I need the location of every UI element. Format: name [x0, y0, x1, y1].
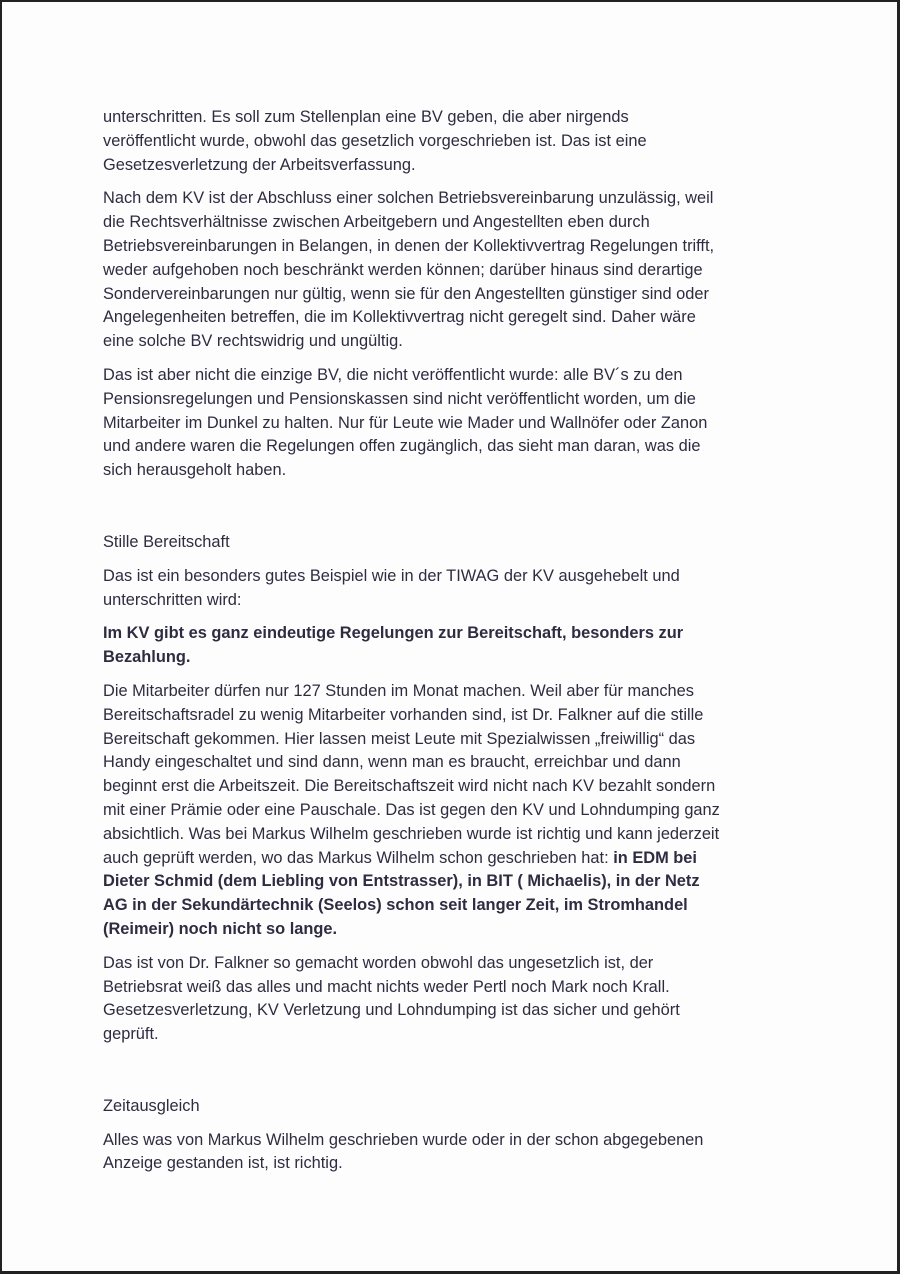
- text-line: Sondervereinbarungen nur gültig, wenn sie für den Angestellten günstiger sind oder: [103, 284, 709, 303]
- text-line: Handy eingeschaltet und sind dann, wenn man es braucht, erreichbar und dann: [103, 753, 681, 772]
- text-segment-bold: in EDM bei: [613, 848, 697, 867]
- section-heading-zeitausgleich: [103, 1095, 803, 1119]
- section-heading-stille-bereitschaft: [103, 531, 803, 555]
- text-line: Nach dem KV ist der Abschluss einer solchen Betriebsvereinbarung unzulässig, weil: [103, 189, 714, 208]
- text-line-bold: AG in der Sekundärtechnik (Seelos) schon seit langer Zeit, im Stromhandel: [103, 896, 688, 915]
- paragraph-kv-regelungen-bold: [103, 622, 803, 670]
- paragraph-zeitausgleich: [103, 1129, 803, 1177]
- heading-text: Stille Bereitschaft: [103, 532, 230, 551]
- paragraph-falkner-betriebsrat: [103, 952, 803, 1047]
- text-segment: auch geprüft werden, wo das Markus Wilhelm schon geschrieben hat:: [103, 848, 614, 867]
- text-line: Das ist von Dr. Falkner so gemacht worden obwohl das ungesetzlich ist, der: [103, 953, 654, 972]
- text-line-bold: (Reimeir) noch nicht so lange.: [103, 919, 338, 938]
- text-line: Gesetzesverletzung, KV Verletzung und Lohndumping ist das sicher und gehört: [103, 1001, 680, 1020]
- paragraph-bereitschaft-details: [103, 680, 803, 942]
- text-line: Das ist ein besonders gutes Beispiel wie in der TIWAG der KV ausgehebelt und: [103, 566, 680, 585]
- text-line-bold: Dieter Schmid (dem Liebling von Entstrasser), in BIT ( Michaelis), in der Netz: [103, 872, 700, 891]
- paragraph-pensionsregelungen: [103, 364, 803, 483]
- text-line: Gesetzesverletzung der Arbeitsverfassung.: [103, 155, 416, 174]
- text-line-mixed: [103, 847, 803, 871]
- document-body: [103, 106, 803, 1176]
- text-line: Betriebsrat weiß das alles und macht nichts weder Pertl noch Mark noch Krall.: [103, 977, 670, 996]
- text-line: Die Mitarbeiter dürfen nur 127 Stunden im Monat machen. Weil aber für manches: [103, 681, 694, 700]
- text-line: und andere waren die Regelungen offen zugänglich, das sieht man daran, was die: [103, 437, 701, 456]
- text-line: unterschritten. Es soll zum Stellenplan eine BV geben, die aber nirgends: [103, 108, 629, 126]
- text-line: Bereitschaftsradel zu wenig Mitarbeiter vorhanden sind, ist Dr. Falkner auf die stille: [103, 705, 704, 724]
- text-line: Bereitschaft gekommen. Hier lassen meist Leute mit Spezialwissen „freiwillig“ das: [103, 729, 696, 748]
- text-line: Das ist aber nicht die einzige BV, die nicht veröffentlicht wurde: alle BV´s zu den: [103, 365, 683, 384]
- text-line: Angelegenheiten betreffen, die im Kollektivvertrag nicht geregelt sind. Daher wäre: [103, 308, 696, 327]
- paragraph-tiwag-beispiel: [103, 565, 803, 613]
- text-line: die Rechtsverhältnisse zwischen Arbeitgebern und Angestellten eben durch: [103, 213, 650, 232]
- text-line: veröffentlicht wurde, obwohl das gesetzlich vorgeschrieben ist. Das ist eine: [103, 131, 647, 150]
- text-line: Bezahlung.: [103, 648, 191, 667]
- text-line: Mitarbeiter im Dunkel zu halten. Nur für Leute wie Mader und Wallnöfer oder Zanon: [103, 413, 708, 432]
- text-line: eine solche BV rechtswidrig und ungültig.: [103, 332, 403, 351]
- text-line: geprüft.: [103, 1025, 159, 1044]
- paragraph-kv-betriebsvereinbarung: [103, 187, 803, 354]
- text-line: sich herausgeholt haben.: [103, 461, 287, 480]
- text-line: absichtlich. Was bei Markus Wilhelm geschrieben wurde ist richtig und kann jederzeit: [103, 824, 720, 843]
- text-line: mit einer Prämie oder eine Pauschale. Das ist gegen den KV und Lohndumping ganz: [103, 800, 720, 819]
- text-line: weder aufgehoben noch beschränkt werden können; darüber hinaus sind derartige: [103, 260, 703, 279]
- text-line: unterschritten wird:: [103, 590, 242, 609]
- text-line: Betriebsvereinbarungen in Belangen, in denen der Kollektivvertrag Regelungen trifft,: [103, 236, 715, 255]
- paragraph-stellenplan: [103, 106, 803, 177]
- text-line: Alles was von Markus Wilhelm geschrieben wurde oder in der schon abgegebenen: [103, 1130, 704, 1149]
- text-line: beginnt erst die Arbeitszeit. Die Bereitschaftszeit wird nicht nach KV bezahlt sondern: [103, 777, 716, 796]
- text-line: Anzeige gestanden ist, ist richtig.: [103, 1154, 343, 1173]
- heading-text: Zeitausgleich: [103, 1096, 200, 1115]
- text-line: Im KV gibt es ganz eindeutige Regelungen zur Bereitschaft, besonders zur: [103, 624, 684, 643]
- text-line: Pensionsregelungen und Pensionskassen sind nicht veröffentlicht worden, um die: [103, 389, 696, 408]
